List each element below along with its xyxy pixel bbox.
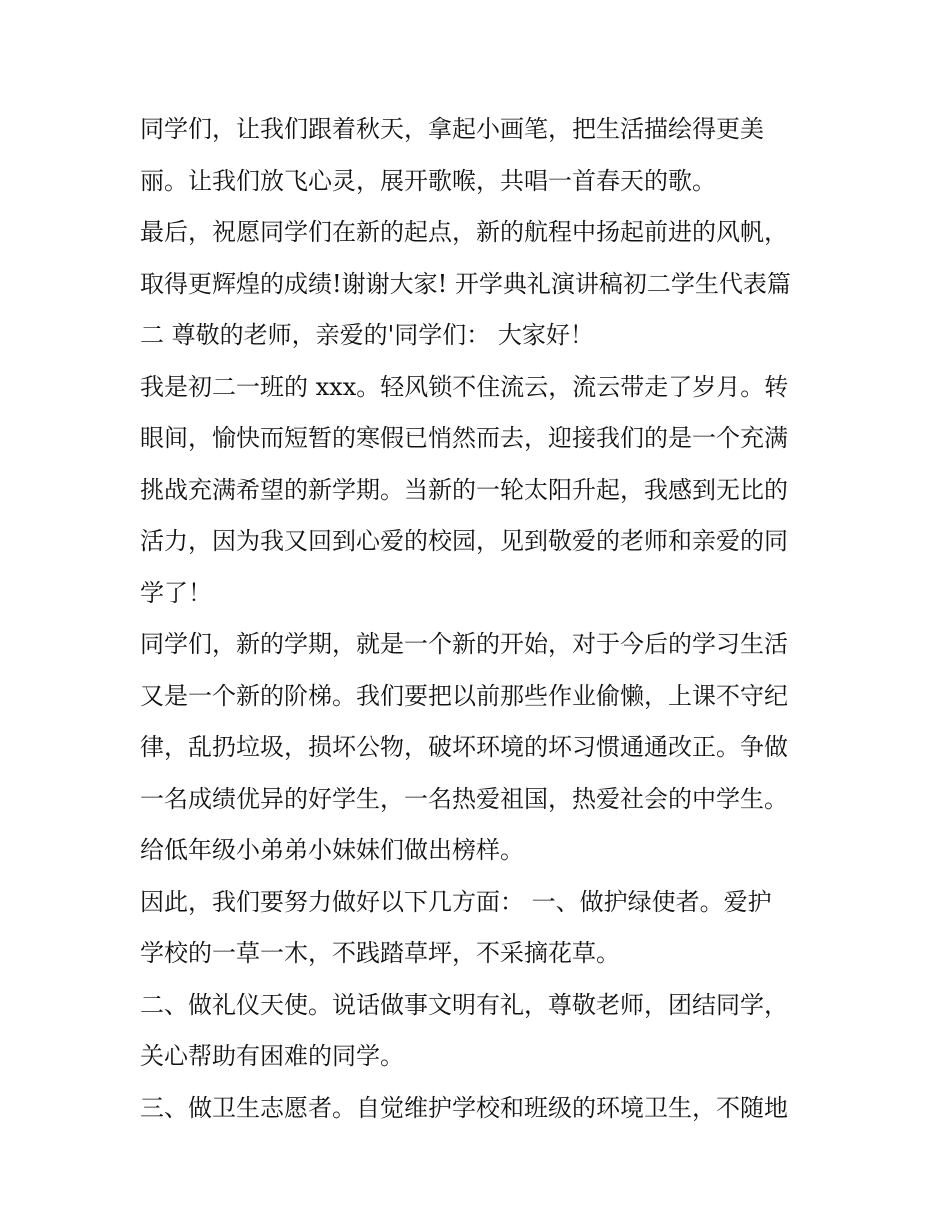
text-line: 挑战充满希望的新学期。当新的一轮太阳升起，我感到无比的 [140, 475, 788, 504]
text-line: 又是一个新的阶梯。我们要把以前那些作业偷懒，上课不守纪 [140, 681, 788, 710]
text-line: 眼间，愉快而短暂的寒假已悄然而去，迎接我们的是一个充满 [140, 424, 788, 452]
text-line: 三、做卫生志愿者。自觉维护学校和班级的环境卫生，不随地 [140, 1093, 788, 1122]
text-line: 丽。让我们放飞心灵，展开歌喉，共唱一首春天的歌。 [140, 166, 716, 195]
text-line: 学了！ [140, 578, 212, 607]
text-line: 关心帮助有困难的同学。 [140, 1042, 404, 1070]
text-line: 取得更辉煌的成绩!谢谢大家! 开学典礼演讲稿初二学生代表篇 [140, 269, 791, 298]
text-line: 我是初二一班的 xxx。轻风锁不住流云，流云带走了岁月。转 [140, 372, 789, 401]
document-body [140, 104, 820, 1134]
text-line: 同学们，新的学期，就是一个新的开始，对于今后的学习生活 [140, 630, 788, 658]
text-line: 最后，祝愿同学们在新的起点，新的航程中扬起前进的风帆， [140, 218, 788, 246]
text-line: 二、做礼仪天使。说话做事文明有礼，尊敬老师，团结同学， [140, 990, 788, 1019]
text-line: 活力，因为我又回到心爱的校园，见到敬爱的老师和亲爱的同 [140, 527, 788, 555]
text-line: 同学们，让我们跟着秋天，拿起小画笔，把生活描绘得更美 [140, 115, 764, 143]
text-line: 因此，我们要努力做好以下几方面： 一、做护绿使者。爱护 [140, 887, 772, 916]
text-line: 给低年级小弟弟小妹妹们做出榜样。 [140, 836, 524, 864]
text-line: 学校的一草一木，不践踏草坪，不采摘花草。 [140, 939, 620, 967]
text-line: 二 尊敬的老师，亲爱的'同学们： 大家好！ [140, 321, 594, 349]
text-line: 一名成绩优异的好学生，一名热爱祖国，热爱社会的中学生。 [140, 784, 788, 813]
text-line: 律，乱扔垃圾，损坏公物，破坏环境的坏习惯通通改正。争做 [140, 733, 788, 761]
